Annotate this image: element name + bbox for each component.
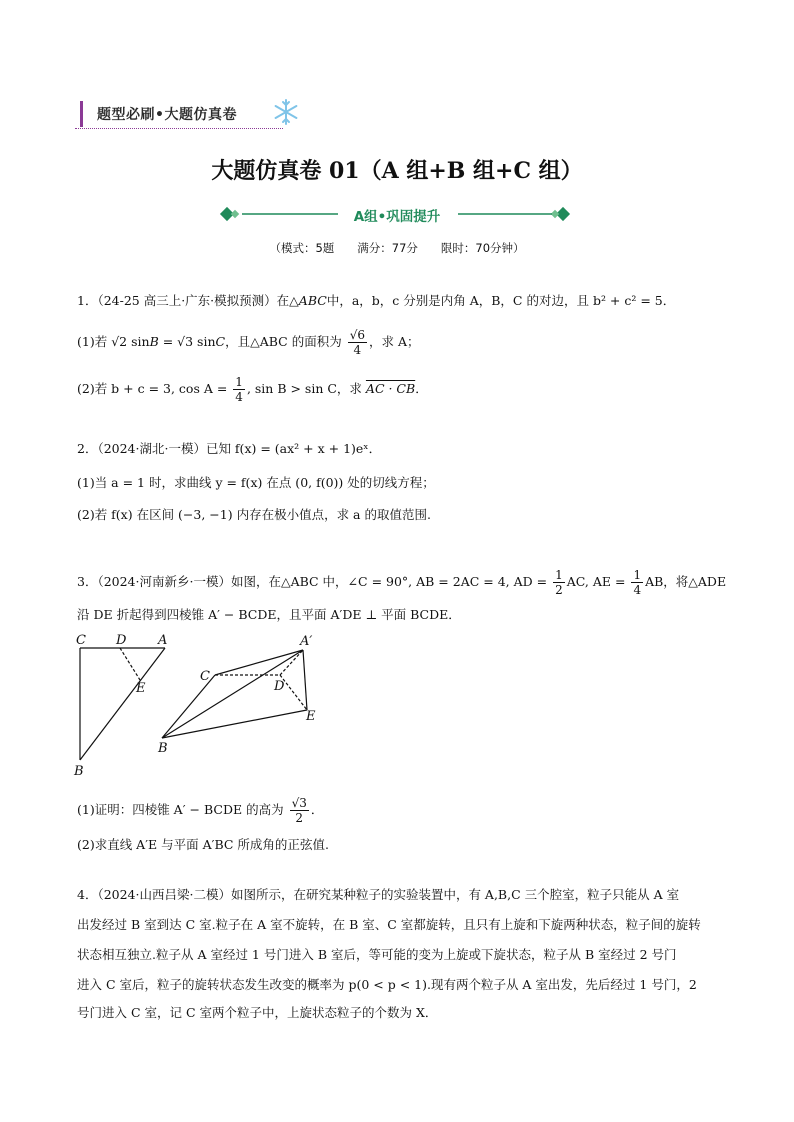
page-title: 大题仿真卷 01（A 组+B 组+C 组） bbox=[211, 158, 583, 184]
fig-label-a-prime: A′ bbox=[300, 634, 313, 649]
exam-mode-line: （模式：5题 满分：77分 限时：70分钟） bbox=[269, 241, 525, 255]
header-dotted-line bbox=[75, 128, 283, 129]
q1-p1-suffix: ，求 A； bbox=[368, 334, 420, 349]
q1-p1-equation: √2 sinB = √3 sinC bbox=[111, 334, 226, 349]
fig-label-d2: D bbox=[274, 679, 285, 694]
q1-part1 bbox=[77, 328, 420, 357]
fig-label-b2: B bbox=[158, 741, 168, 756]
q1-p1-mid: ，且△ABC 的面积为 bbox=[225, 334, 342, 349]
q1-p2-vector: AC · CB bbox=[365, 381, 416, 396]
q4-line4: 进入 C 室后，粒子的旋转状态发生改变的概率为 p(0 < p < 1).现有两个粒子从 A 室出发，先后经过 1 号门，2 bbox=[77, 977, 697, 992]
q4-line3: 状态相互独立.粒子从 A 室经过 1 号门进入 B 室后，等可能的变为上旋或下旋状态，粒子从 B 室经过 2 号门 bbox=[77, 947, 677, 962]
fig-label-e2: E bbox=[306, 709, 316, 724]
fig-label-c: C bbox=[76, 633, 86, 648]
group-label: A组•巩固提升 bbox=[353, 209, 441, 225]
q2-part2: (2)若 f(x) 在区间 (−3, −1) 内存在极小值点，求 a 的取值范围. bbox=[77, 507, 431, 522]
q3-part2: (2)求直线 A′E 与平面 A′BC 所成角的正弦值. bbox=[77, 837, 329, 852]
fig-label-c2: C bbox=[200, 669, 210, 684]
q3-stem-line2: 沿 DE 折起得到四棱锥 A′ − BCDE，且平面 A′DE ⊥ 平面 BCDE． bbox=[77, 607, 461, 622]
q3-p1-prefix: (1)证明：四棱锥 A′ − BCDE 的高为 bbox=[77, 802, 284, 817]
fig-label-b: B bbox=[74, 764, 84, 779]
q3-frac-ae: $\frac{1}{4}$ bbox=[633, 568, 642, 597]
q4-line2: 出发经过 B 室到达 C 室.粒子在 A 室不旋转，在 B 室、C 室都旋转，且只有上旋和下旋两种状态，粒子间的旋转 bbox=[77, 917, 701, 932]
q4-line1: 4．（2024·山西吕梁·二模）如图所示，在研究某种粒子的实验装置中，有 A,B,C 三个腔室，粒子只能从 A 室 bbox=[77, 887, 680, 902]
q1-p2-suffix: ． bbox=[415, 381, 428, 396]
q1-part2 bbox=[77, 375, 428, 404]
q1-p2-fraction: $\frac{1}{4}$ bbox=[235, 375, 243, 404]
q3-p1-fraction: $\frac{√3}{2}$ bbox=[291, 796, 307, 825]
q1-p2-prefix: (2)若 b + c = 3, cos A = bbox=[77, 381, 228, 396]
q1-stem-tail: 中，a，b，c 分别是内角 A，B，C 的对边，且 b² + c² = 5． bbox=[326, 293, 676, 308]
q1-source: 1．（24-25 高三上·广东·模拟预测）在 bbox=[77, 293, 290, 308]
q2-stem: 2．（2024·湖北·一模）已知 f(x) = (ax² + x + 1)eˣ． bbox=[77, 441, 382, 456]
q4-line5: 号门进入 C 室，记 C 室两个粒子中，上旋状态粒子的个数为 X． bbox=[77, 1005, 438, 1020]
q1-p1-fraction: $\frac{√6}{4}$ bbox=[349, 328, 365, 357]
group-divider bbox=[0, 203, 794, 227]
q3-stem bbox=[77, 568, 726, 597]
section-tag: 题型必刷•大题仿真卷 bbox=[97, 107, 237, 123]
fig-label-d: D bbox=[116, 633, 127, 648]
snowflake-icon bbox=[272, 98, 300, 126]
fig-label-e: E bbox=[136, 681, 146, 696]
q1-p2-mid: , sin B > sin C，求 bbox=[246, 381, 362, 396]
q3-stem-c: AB，将△ADE bbox=[645, 574, 727, 589]
q1-p1-prefix: (1)若 bbox=[77, 334, 108, 349]
q1-stem: 1．（24-25 高三上·广东·模拟预测）在△ABC中，a，b，c 分别是内角 A，B，C 的对边，且 b² + c² = 5． bbox=[77, 293, 676, 308]
q3-stem-b: AC, AE = bbox=[566, 574, 626, 589]
q3-stem-a: 3．（2024·河南新乡·一模）如图，在△ABC 中，∠C = 90°, AB = 2AC = 4, AD = bbox=[77, 574, 548, 589]
q3-frac-ad: $\frac{1}{2}$ bbox=[555, 568, 563, 597]
q3-figure bbox=[70, 630, 330, 780]
q3-part1 bbox=[77, 796, 323, 825]
q3-p1-suffix: ． bbox=[310, 802, 324, 817]
fig-label-a: A bbox=[158, 633, 168, 648]
q2-part1: (1)当 a = 1 时，求曲线 y = f(x) 在点 (0, f(0)) 处的切线方程； bbox=[77, 475, 435, 490]
header-accent-bar bbox=[80, 101, 83, 127]
